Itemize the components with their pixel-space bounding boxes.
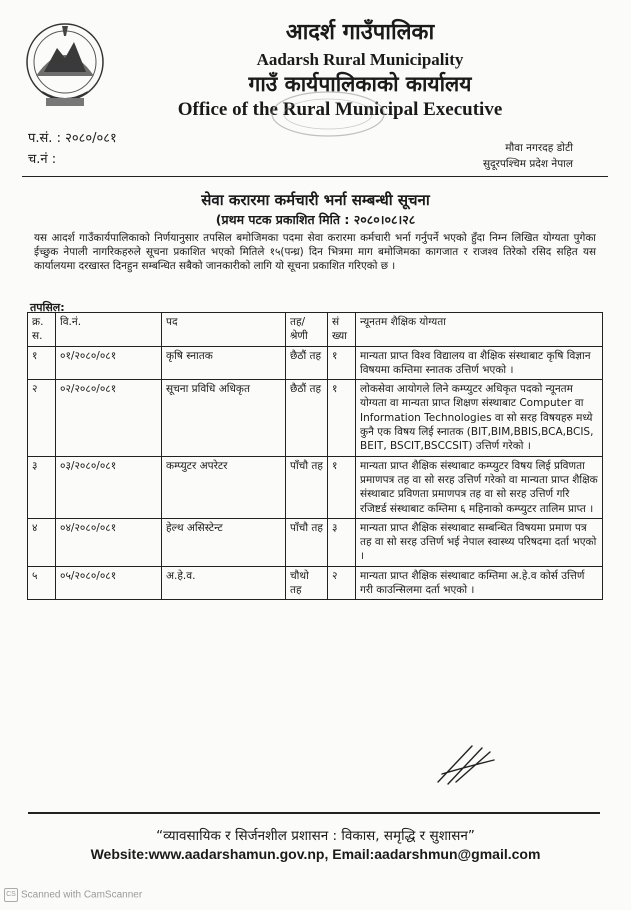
cell-serial: १ [28,346,56,380]
cell-qualification: मान्यता प्राप्त शैक्षिक संस्थाबाट कम्तिमा अ.हे.व कोर्स उत्तिर्ण गरी काउन्सिलमा दर्ता भएको । [356,566,603,600]
cell-count: १ [328,346,356,380]
cell-post: अ.हे.व. [162,566,286,600]
cell-post: हेल्थ असिस्टेन्ट [162,518,286,566]
cell-ad-number: ०३/२०८०/०८१ [56,456,162,518]
cell-serial: २ [28,380,56,456]
header-divider [22,176,608,177]
office-name-english: Office of the Rural Municipal Executive [177,99,503,120]
cell-serial: ५ [28,566,56,600]
cell-level: छैठौं तह [286,380,328,456]
cell-serial: ४ [28,518,56,566]
scanner-text: Scanned with CamScanner [21,889,143,901]
municipality-name-nepali: आदर्श गाउँपालिका [285,19,435,45]
table-row [28,566,603,600]
table-row [28,346,603,380]
nepal-emblem-logo [22,14,108,114]
table-header-row [28,313,603,347]
signature [432,738,502,788]
header-ad-number: वि.नं. [56,313,162,347]
cell-ad-number: ०१/२०८०/०८१ [56,346,162,380]
chalani-number: च.नं : [28,152,57,167]
municipality-name-english: Aadarsh Rural Municipality [256,50,464,69]
notice-body: यस आदर्श गाउँकार्यपालिकाको निर्णयानुसार तपसिल बमोजिमका पदमा सेवा करारमा कर्मचारी भर्ना गर्नुपर्ने भएको हुँदा निम्न लिखित योग्यता पुगेका ईच्छुक नेपाली नागरिकहरुले सूचना प्रकाशित भएको मितिले १५(पन्ध्र) दिन भित्रमा माग बमोजिमका कागजात र राजश्व तिरेको रसिद सहित यस कार्यालयमा दरखास्त दिनहुन सम्बन्धित सबैको जानकारीको लागि यो सूचना प्रकाशित गरिएको छ । [34,232,596,273]
camscanner-icon: CS [4,888,18,902]
cell-qualification: मान्यता प्राप्त विश्व विद्यालय वा शैक्षिक संस्थाबाट कृषि विज्ञान विषयमा कम्तिमा स्नातक उत्तिर्ण भएको । [356,346,603,380]
address-line-1: मौवा नगरदह डोटी [505,142,573,154]
cell-level: पाँचौ तह [286,456,328,518]
cell-post: कम्प्युटर अपरेटर [162,456,286,518]
cell-qualification: लोकसेवा आयोगले लिने कम्प्युटर अधिकृत पदको न्यूनतम योग्यता वा मान्यता प्राप्त शिक्षण संस्थाबाट Computer वा Information Technologies वा सो सरह विषयहरु मध्ये कुनै एक विषय लिई स्नातक (BIT,BIM,BBIS,BCA,BCIS, BEIT, BSCIT,BSCCSIT) उत्तिर्ण गरेको । [356,380,603,456]
cell-qualification: मान्यता प्राप्त शैक्षिक संस्थाबाट सम्बन्धित विषयमा प्रमाण पत्र तह वा सो सरह उत्तिर्ण भई नेपाल स्वास्थ्य परिषदमा दर्ता भएको । [356,518,603,566]
patra-sankhya: प.सं. : २०८०/०८१ [28,131,117,146]
notice-publish-date: (प्रथम पटक प्रकाशित मिति : २०८०।०८।२८ [215,212,416,227]
office-name-nepali: गाउँ कार्यपालिकाको कार्यालय [248,71,472,96]
cell-ad-number: ०२/२०८०/०८१ [56,380,162,456]
cell-count: २ [328,566,356,600]
cell-ad-number: ०४/२०८०/०८१ [56,518,162,566]
cell-level: छैठौं तह [286,346,328,380]
header-post: पद [162,313,286,347]
header-level: तह/ श्रेणी [286,313,328,347]
header-serial: क्र. स. [28,313,56,347]
details-label: तपसिल: [30,301,65,314]
vacancy-table [27,312,603,600]
cell-qualification: मान्यता प्राप्त शैक्षिक संस्थाबाट कम्प्युटर विषय लिई प्रविणता प्रमाणपत्र तह वा सो सरह उत्तिर्ण गरेको वा मान्यता प्राप्त शैक्षिक संस्थाबाट प्रविणता प्रमाणपत्र तह वा सो सरह उत्तिर्ण गरि रजिष्टर्ड संस्थाबाट कम्तिमा ६ महिनाको कम्प्युटर तालिम प्राप्त । [356,456,603,518]
footer-contact: Website:www.aadarshamun.gov.np, Email:aadarshmun@gmail.com [90,846,541,862]
table-row [28,456,603,518]
scanner-watermark [4,888,142,902]
table-row [28,380,603,456]
footer-divider [28,812,600,814]
cell-count: १ [328,380,356,456]
notice-title: सेवा करारमा कर्मचारी भर्ना सम्बन्धी सूचना [201,191,430,209]
header-count: सं ख्या [328,313,356,347]
cell-count: ३ [328,518,356,566]
cell-level: चौथो तह [286,566,328,600]
cell-serial: ३ [28,456,56,518]
cell-count: १ [328,456,356,518]
cell-post: सूचना प्रविधि अधिकृत [162,380,286,456]
cell-ad-number: ०५/२०८०/०८१ [56,566,162,600]
footer-slogan: “व्यावसायिक र सिर्जनशील प्रशासन : विकास, समृद्धि र सुशासन” [156,828,475,844]
table-row [28,518,603,566]
official-stamp [268,88,388,140]
cell-level: पाँचौ तह [286,518,328,566]
header-qualification: न्यूनतम शैक्षिक योग्यता [356,313,603,347]
address-line-2: सुदूरपश्चिम प्रदेश नेपाल [482,158,573,170]
cell-post: कृषि स्नातक [162,346,286,380]
